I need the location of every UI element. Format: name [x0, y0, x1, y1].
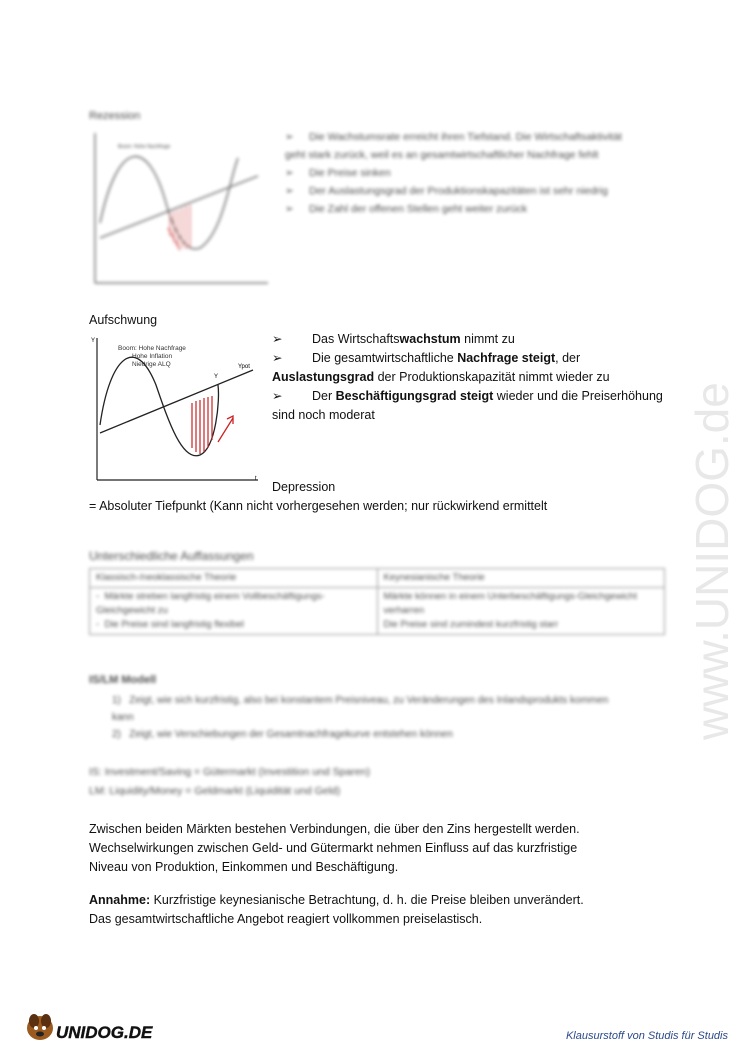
- unidog-logo: [22, 1008, 162, 1048]
- table-header: Klassisch-/neoklassische Theorie: [90, 569, 378, 588]
- curve-label: Y: [214, 374, 219, 380]
- bullet-item: ➢ Der Auslastungsgrad der Produktionskapazitäten ist sehr niedrig: [285, 185, 608, 197]
- text-line: Das gesamtwirtschaftliche Angebot reagiert vollkommen preiselastisch.: [89, 912, 483, 926]
- trend-label: Ypot: [238, 364, 250, 370]
- table-cell: Märkte können in einem Unterbeschäftigungs-Gleichgewicht verharren Die Preise sind zumindest kurzfristig starr: [377, 588, 665, 635]
- y-axis-label: Y: [91, 338, 96, 344]
- bullet-item: ➢ Die gesamtwirtschaftliche Nachfrage steigt, der Auslastungsgrad der Produktionskapazität nimmt wieder zu: [272, 351, 610, 384]
- svg-text:Boom: Hohe Nachfrage: Boom: Hohe Nachfrage: [118, 144, 171, 150]
- bullet-item: ➢ Das Wirtschaftswachstum nimmt zu: [272, 332, 515, 346]
- theory-table: [89, 568, 665, 635]
- svg-text:www.UNIDOG.de: www.UNIDOG.de: [686, 382, 738, 740]
- text-line: Wechselwirkungen zwischen Geld- und Gütermarkt nehmen Einfluss auf das kurzfristige: [89, 841, 578, 855]
- watermark: [678, 270, 748, 750]
- aufschwung-title: Aufschwung: [89, 313, 158, 327]
- chart-label: Hohe Inflation: [132, 353, 173, 360]
- table-cell: - Märkte streben langfristig einem Vollbeschäftigungs-Gleichgewicht zu - Die Preise sind langfristig flexibel: [90, 588, 378, 635]
- logo-text: UNIDOG.DE: [56, 1023, 153, 1042]
- text-line: Niveau von Produktion, Einkommen und Beschäftigung.: [89, 860, 399, 874]
- x-axis-label: t: [255, 476, 257, 482]
- bullet-item: ➢ Die Zahl der offenen Stellen geht weiter zurück: [285, 203, 528, 215]
- list-item: 2) Zeigt, wie Verschiebungen der Gesamtnachfragekurve entstehen können: [112, 729, 453, 740]
- recession-bullets: [285, 128, 645, 218]
- bullet-item: ➢ Der Beschäftigungsgrad steigt wieder und die Preiserhöhung sind noch moderat: [272, 389, 663, 422]
- bullet-item: ➢ Die Preise sinken: [285, 167, 391, 179]
- islm-title: IS/LM Modell: [89, 674, 157, 686]
- text-line: Annahme: Kurzfristige keynesianische Betrachtung, d. h. die Preise bleiben unverändert.: [89, 893, 584, 907]
- chart-label: Niedrige ALQ: [132, 361, 171, 368]
- chart-label: Boom: Hohe Nachfrage: [118, 345, 186, 352]
- bullet-item: ➢ Die Wachstumsrate erreicht ihren Tiefstand. Die Wirtschaftsaktivität geht stark zurück, weil es an gesamtwirtschaftlicher Nachfrage fehlt: [285, 131, 622, 161]
- table-header: Keynesianische Theorie: [377, 569, 665, 588]
- auffassungen-title: Unterschiedliche Auffassungen: [89, 549, 254, 563]
- text-line: Zwischen beiden Märkten bestehen Verbindungen, die über den Zins hergestellt werden.: [89, 822, 580, 836]
- recession-title: Rezession: [89, 110, 141, 122]
- lm-line: LM: Liquidity/Money = Geldmarkt (Liquidität und Geld): [89, 785, 341, 797]
- islm-list: [112, 692, 612, 743]
- aufschwung-bullets: [272, 330, 672, 425]
- depression-title: Depression: [272, 480, 336, 494]
- paragraph-zins: [89, 820, 649, 877]
- list-item: 1) Zeigt, wie sich kurzfristig, also bei konstantem Preisniveau, zu Veränderungen des Inlandsprodukts kommen kann: [112, 695, 609, 723]
- aufschwung-chart: [88, 330, 273, 490]
- footer-tagline: Klausurstoff von Studis für Studis: [565, 1030, 728, 1042]
- is-line: IS: Investment/Saving = Gütermarkt (Investition und Sparen): [89, 766, 371, 778]
- annahme-paragraph: [89, 891, 649, 929]
- depression-text: = Absoluter Tiefpunkt (Kann nicht vorhergesehen werden; nur rückwirkend ermittelt: [89, 499, 548, 513]
- recession-chart: [88, 128, 273, 293]
